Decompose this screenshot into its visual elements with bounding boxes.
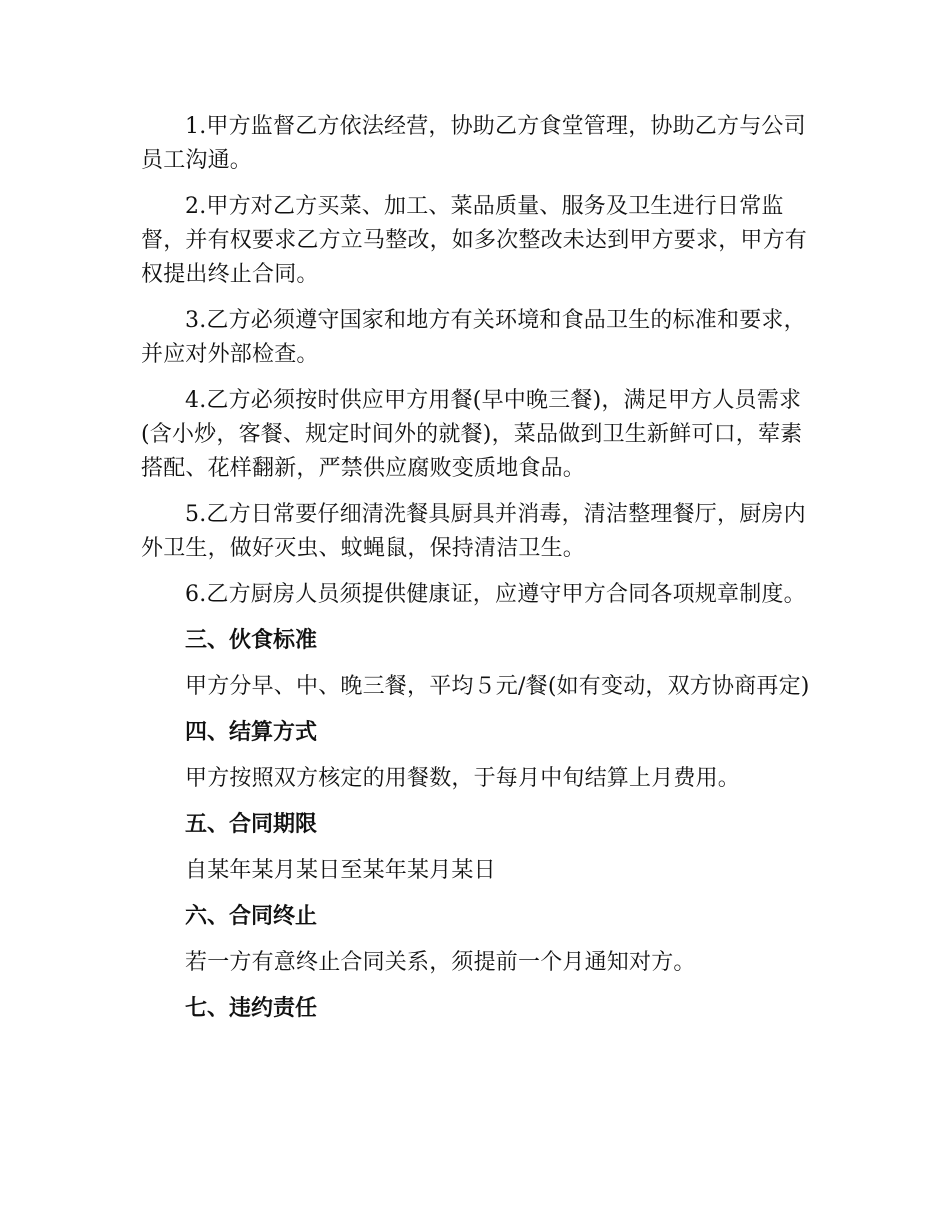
section-5-body: 自某年某月某日至某年某月某日 (185, 858, 496, 883)
section-4-heading: 四、结算方式 (185, 720, 318, 745)
paragraph-5: 5.乙方日常要仔细清洗餐具厨具并消毒，清洁整理餐厅，厨房内外卫生，做好灭虫、蚊蝇鼠，保持清洁卫生。 (141, 502, 806, 561)
paragraph-3: 3.乙方必须遵守国家和地方有关环境和食品卫生的标准和要求，并应对外部检查。 (141, 308, 806, 367)
section-5-heading: 五、合同期限 (185, 812, 318, 837)
section-7-heading: 七、违约责任 (185, 996, 318, 1021)
paragraph-6: 6.乙方厨房人员须提供健康证，应遵守甲方合同各项规章制度。 (185, 582, 806, 607)
paragraph-4: 4.乙方必须按时供应甲方用餐(早中晚三餐)，满足甲方人员需求(含小炒，客餐、规定时间外的就餐)，菜品做到卫生新鲜可口，荤素搭配、花样翻新，严禁供应腐败变质地食品。 (141, 388, 803, 481)
section-3-heading: 三、伙食标准 (185, 628, 318, 653)
section-6-heading: 六、合同终止 (185, 904, 318, 929)
paragraph-2: 2.甲方对乙方买菜、加工、菜品质量、服务及卫生进行日常监督，并有权要求乙方立马整改，如多次整改未达到甲方要求，甲方有权提出终止合同。 (141, 194, 808, 287)
section-4-body: 甲方按照双方核定的用餐数，于每月中旬结算上月费用。 (185, 766, 741, 791)
section-6-body: 若一方有意终止合同关系，须提前一个月通知对方。 (185, 950, 696, 975)
paragraph-1: 1.甲方监督乙方依法经营，协助乙方食堂管理，协助乙方与公司员工沟通。 (141, 114, 806, 173)
section-3-body: 甲方分早、中、晚三餐，平均５元/餐(如有变动，双方协商再定) (185, 674, 810, 699)
document-body (141, 110, 811, 1038)
